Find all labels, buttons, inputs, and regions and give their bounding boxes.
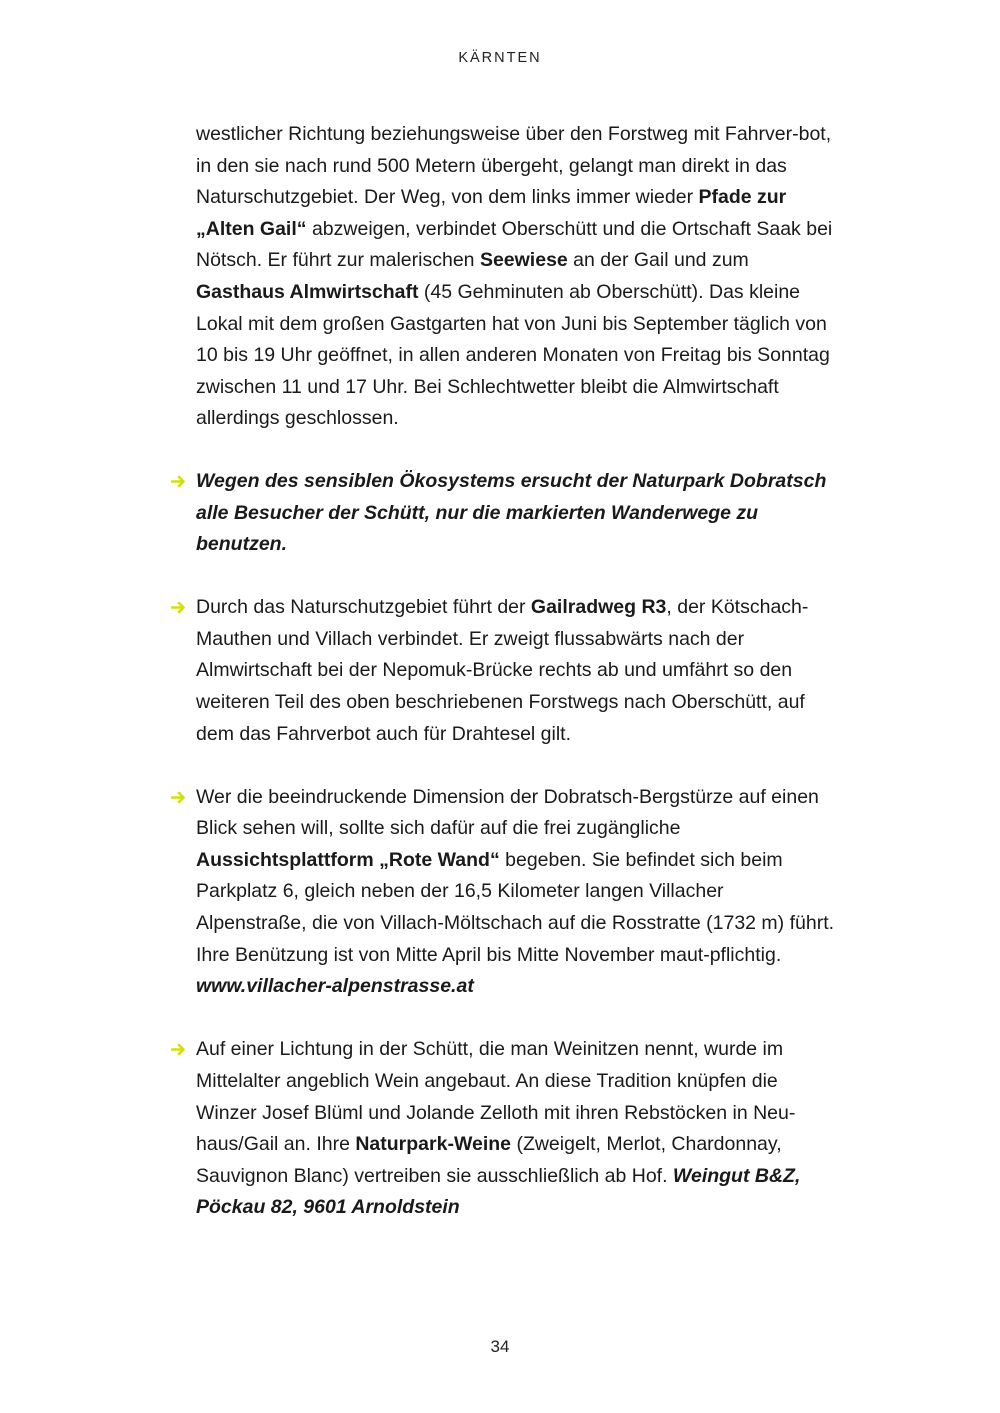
aussichtsplattform-paragraph — [196, 782, 836, 1003]
bullet-text: Wer die beeindruckende Dimension der Dobratsch-Bergstürze auf einen Blick sehen will, sollte sich dafür auf die frei zugängliche — [196, 785, 819, 840]
intro-text-3: an der Gail und zum — [567, 249, 749, 272]
bullet-text: Durch das Naturschutzgebiet führt der — [196, 596, 531, 619]
page-number: 34 — [490, 1337, 510, 1356]
intro-text-2: abzweigen, verbindet Oberschütt und die Ortschaft Saak bei Nötsch. Er führt zur malerischen — [196, 217, 833, 272]
website-link[interactable]: www.villacher-alpenstrasse.at — [196, 975, 474, 998]
ecosystem-note: Wegen des sensiblen Ökosystems ersucht der Naturpark Dobratsch alle Besucher der Schütt, nur die markierten Wanderwege zu benutzen. — [196, 469, 827, 556]
intro-text-1: westlicher Richtung beziehungsweise über den Forstweg mit Fahrver-bot, in den sie nach rund 500 Metern übergeht, gelangt man direkt in das Naturschutzgebiet. Der Weg, von dem links immer wieder — [196, 123, 832, 209]
weine-paragraph — [196, 1034, 836, 1224]
bullet-item — [196, 1034, 836, 1224]
arrow-right-icon — [171, 1042, 186, 1057]
bullet-text: , der Kötschach-Mauthen und Villach verbindet. Er zweigt flussabwärts nach der Almwirtschaft bei der Nepomuk-Brücke rechts ab und umfährt so den weiteren Teil des oben beschriebenen Forstwegs nach Oberschütt, auf dem das Fahrverbot auch für Drahtesel gilt. — [196, 596, 809, 745]
gailradweg-paragraph — [196, 592, 836, 750]
naturpark-weine-highlight: Naturpark-Weine — [355, 1133, 512, 1156]
bullet-text: begeben. Sie befindet sich beim Parkplatz 6, gleich neben der 16,5 Kilometer langen Villacher Alpenstraße, die von Villach-Möltschach auf die Rosstratte (1732 m) führt. Ihre Benützung ist von Mitte April bis Mitte November maut-pflichtig. — [196, 848, 835, 966]
seewiese-highlight: Seewiese — [479, 249, 568, 272]
arrow-right-icon — [171, 474, 186, 489]
gasthaus-highlight: Gasthaus Almwirtschaft — [196, 280, 419, 303]
running-head: KÄRNTEN — [458, 50, 542, 66]
intro-paragraph — [196, 119, 836, 435]
pfade-highlight: Pfade zur „Alten Gail“ — [196, 186, 787, 240]
winery-address: Weingut B&Z, Pöckau 82, 9601 Arnoldstein — [196, 1164, 801, 1219]
rote-wand-highlight: Aussichtsplattform „Rote Wand“ — [196, 848, 500, 871]
intro-text-4: (45 Gehminuten ab Oberschütt). Das kleine Lokal mit dem großen Gastgarten hat von Juni bis September täglich von 10 bis 19 Uhr geöffnet, in allen anderen Monaten von Freitag bis Sonntag zwischen 11 und 17 Uhr. Bei Schlechtwetter bleibt die Almwirtschaft allerdings geschlossen. — [196, 280, 830, 430]
bullet-text: (Zweigelt, Merlot, Chardonnay, Sauvignon Blanc) vertreiben sie ausschließlich ab Hof. — [196, 1133, 782, 1187]
bullet-item — [196, 466, 836, 561]
body-text — [196, 119, 836, 1255]
bullet-item — [196, 592, 836, 750]
gailradweg-highlight: Gailradweg R3 — [530, 596, 667, 619]
arrow-right-icon — [171, 790, 186, 805]
bullet-text: Auf einer Lichtung in der Schütt, die man Weinitzen nennt, wurde im Mittelalter angeblich Wein angebaut. An diese Tradition knüpfen die Winzer Josef Blüml und Jolande Zelloth mit ihren Rebstöcken in Neu-haus/Gail an. Ihre — [196, 1038, 796, 1156]
bullet-item — [196, 782, 836, 1003]
arrow-right-icon — [171, 600, 186, 615]
